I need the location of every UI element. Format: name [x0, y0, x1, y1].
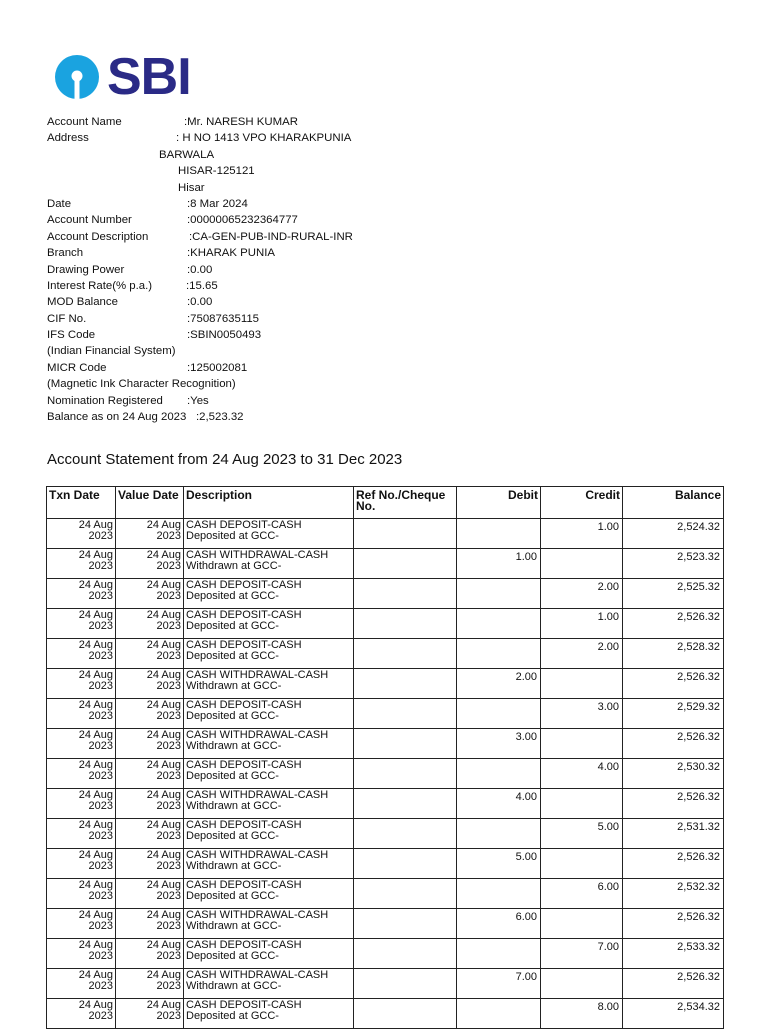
value-date-cell [116, 999, 184, 1029]
account-detail-label: Account Description [47, 230, 149, 243]
account-detail-value: HISAR-125121 [178, 165, 255, 178]
txn-date-cell-line: 24 Aug [78, 819, 113, 831]
ref-no-cell [354, 699, 457, 729]
ref-no-cell [354, 909, 457, 939]
txn-date-cell [47, 549, 116, 579]
balance-cell: 2,526.32 [623, 849, 724, 879]
credit-cell [541, 789, 623, 819]
sbi-logo-icon [55, 55, 99, 99]
account-detail-label: Date [47, 197, 72, 210]
txn-date-cell-line: 2023 [88, 799, 113, 812]
description-cell-line: CASH WITHDRAWAL-CASH [186, 789, 329, 801]
account-detail-value: :Yes [187, 394, 209, 407]
txn-date-cell-line: 24 Aug [78, 579, 113, 591]
balance-cell: 2,529.32 [623, 699, 724, 729]
txn-date-cell [47, 879, 116, 909]
credit-cell: 2.00 [541, 639, 623, 669]
txn-date-cell-line: 2023 [88, 919, 113, 932]
description-cell [184, 729, 354, 759]
description-cell-line: Withdrawn at GCC- [186, 859, 282, 872]
txn-date-cell-line: 24 Aug [78, 609, 113, 621]
description-cell-line: Withdrawn at GCC- [186, 679, 282, 692]
value-date-cell-line: 2023 [156, 769, 181, 782]
description-cell-line: CASH DEPOSIT-CASH [186, 639, 302, 651]
value-date-cell-line: 24 Aug [146, 939, 181, 951]
account-detail-label: MOD Balance [47, 296, 118, 309]
value-date-cell [116, 879, 184, 909]
txn-date-cell-line: 24 Aug [78, 789, 113, 801]
txn-date-cell [47, 819, 116, 849]
txn-date-cell-line: 24 Aug [78, 669, 113, 681]
value-date-cell [116, 609, 184, 639]
debit-cell [457, 699, 541, 729]
account-detail-label: IFS Code [47, 329, 96, 342]
ref-no-cell [354, 579, 457, 609]
account-detail-label: Nomination Registered [47, 394, 163, 407]
balance-cell: 2,526.32 [623, 609, 724, 639]
value-date-cell-line: 2023 [156, 889, 181, 902]
txn-date-cell-line: 24 Aug [78, 999, 113, 1011]
description-cell-line: Deposited at GCC- [186, 1009, 279, 1022]
txn-date-cell-line: 2023 [88, 529, 113, 542]
value-date-cell-line: 2023 [156, 649, 181, 662]
description-cell [184, 699, 354, 729]
description-cell-line: CASH DEPOSIT-CASH [186, 999, 302, 1011]
value-date-cell [116, 579, 184, 609]
txn-date-cell [47, 939, 116, 969]
account-detail-value: :CA-GEN-PUB-IND-RURAL-INR [189, 230, 353, 243]
value-date-cell-line: 24 Aug [146, 999, 181, 1011]
description-cell [184, 939, 354, 969]
value-date-cell [116, 969, 184, 999]
value-date-cell-line: 2023 [156, 619, 181, 632]
credit-cell: 8.00 [541, 999, 623, 1029]
table-row [47, 669, 724, 699]
value-date-cell-line: 24 Aug [146, 969, 181, 981]
credit-cell: 6.00 [541, 879, 623, 909]
debit-cell: 6.00 [457, 909, 541, 939]
value-date-cell [116, 849, 184, 879]
balance-cell: 2,523.32 [623, 549, 724, 579]
txn-date-cell [47, 579, 116, 609]
txn-date-cell-line: 2023 [88, 709, 113, 722]
table-row [47, 579, 724, 609]
account-detail-value: BARWALA [159, 148, 215, 161]
debit-cell [457, 639, 541, 669]
value-date-cell-line: 24 Aug [146, 819, 181, 831]
debit-cell [457, 819, 541, 849]
table-row [47, 549, 724, 579]
value-date-cell-line: 2023 [156, 859, 181, 872]
description-cell-line: Withdrawn at GCC- [186, 919, 282, 932]
col-ref-no: Ref No./Cheque No. [354, 487, 457, 519]
account-detail-label: MICR Code [47, 361, 107, 374]
ref-no-cell [354, 549, 457, 579]
txn-date-cell [47, 849, 116, 879]
account-detail-label: (Indian Financial System) [47, 345, 176, 358]
description-cell-line: CASH WITHDRAWAL-CASH [186, 669, 329, 681]
col-credit: Credit [541, 487, 623, 519]
description-cell-line: Deposited at GCC- [186, 769, 279, 782]
ref-no-cell [354, 759, 457, 789]
balance-cell: 2,530.32 [623, 759, 724, 789]
debit-cell [457, 999, 541, 1029]
value-date-cell-line: 2023 [156, 529, 181, 542]
txn-date-cell [47, 759, 116, 789]
description-cell [184, 909, 354, 939]
col-value-date: Value Date [116, 487, 184, 519]
description-cell-line: CASH DEPOSIT-CASH [186, 819, 302, 831]
debit-cell: 1.00 [457, 549, 541, 579]
description-cell-line: Deposited at GCC- [186, 949, 279, 962]
value-date-cell-line: 2023 [156, 829, 181, 842]
table-row [47, 789, 724, 819]
account-detail-value: :2,523.32 [196, 411, 244, 424]
txn-date-cell-line: 2023 [88, 619, 113, 632]
account-detail-value: :SBIN0050493 [187, 329, 262, 342]
description-cell-line: Withdrawn at GCC- [186, 799, 282, 812]
ref-no-cell [354, 999, 457, 1029]
txn-date-cell [47, 609, 116, 639]
table-row [47, 969, 724, 999]
table-row [47, 999, 724, 1029]
txn-date-cell-line: 2023 [88, 1009, 113, 1022]
description-cell [184, 579, 354, 609]
description-cell-line: Withdrawn at GCC- [186, 559, 282, 572]
col-debit: Debit [457, 487, 541, 519]
txn-date-cell-line: 2023 [88, 949, 113, 962]
table-row [47, 879, 724, 909]
description-cell-line: CASH DEPOSIT-CASH [186, 579, 302, 591]
value-date-cell-line: 2023 [156, 709, 181, 722]
account-detail-value: :00000065232364777 [187, 214, 298, 227]
description-cell [184, 879, 354, 909]
txn-date-cell-line: 24 Aug [78, 639, 113, 651]
ref-no-cell [354, 819, 457, 849]
value-date-cell-line: 2023 [156, 949, 181, 962]
account-detail-label: Branch [47, 247, 84, 260]
txn-date-cell-line: 2023 [88, 649, 113, 662]
value-date-cell-line: 24 Aug [146, 909, 181, 921]
description-cell-line: CASH DEPOSIT-CASH [186, 519, 302, 531]
description-cell [184, 669, 354, 699]
credit-cell: 1.00 [541, 609, 623, 639]
value-date-cell [116, 909, 184, 939]
description-cell [184, 549, 354, 579]
table-row [47, 819, 724, 849]
description-cell [184, 969, 354, 999]
description-cell [184, 519, 354, 549]
description-cell-line: Deposited at GCC- [186, 529, 279, 542]
txn-date-cell [47, 909, 116, 939]
account-detail-label: Account Number [47, 214, 132, 227]
balance-cell: 2,534.32 [623, 999, 724, 1029]
credit-cell [541, 969, 623, 999]
value-date-cell [116, 519, 184, 549]
account-detail-value: Hisar [178, 181, 205, 194]
account-detail-value: :Mr. NARESH KUMAR [184, 116, 298, 128]
balance-cell: 2,531.32 [623, 819, 724, 849]
account-detail-value: :75087635115 [187, 312, 260, 325]
description-cell-line: Deposited at GCC- [186, 889, 279, 902]
value-date-cell [116, 789, 184, 819]
ref-no-cell [354, 849, 457, 879]
credit-cell [541, 549, 623, 579]
description-cell-line: CASH DEPOSIT-CASH [186, 759, 302, 771]
description-cell-line: Deposited at GCC- [186, 589, 279, 602]
value-date-cell-line: 2023 [156, 559, 181, 572]
debit-cell [457, 939, 541, 969]
value-date-cell-line: 24 Aug [146, 639, 181, 651]
account-detail-value: :15.65 [186, 279, 218, 292]
value-date-cell-line: 24 Aug [146, 699, 181, 711]
txn-date-cell-line: 24 Aug [78, 849, 113, 861]
description-cell-line: Withdrawn at GCC- [186, 979, 282, 992]
description-cell-line: CASH DEPOSIT-CASH [186, 879, 302, 891]
table-row [47, 639, 724, 669]
credit-cell: 5.00 [541, 819, 623, 849]
value-date-cell-line: 2023 [156, 739, 181, 752]
txn-date-cell-line: 24 Aug [78, 879, 113, 891]
sbi-logo-text: SBI [107, 48, 191, 106]
col-balance: Balance [623, 487, 724, 519]
value-date-cell [116, 759, 184, 789]
ref-no-cell [354, 939, 457, 969]
value-date-cell [116, 639, 184, 669]
account-detail-value: :125002081 [187, 361, 248, 374]
table-row [47, 909, 724, 939]
description-cell-line: CASH DEPOSIT-CASH [186, 699, 302, 711]
description-cell [184, 999, 354, 1029]
value-date-cell-line: 24 Aug [146, 579, 181, 591]
value-date-cell [116, 819, 184, 849]
account-detail-label: Account Name [47, 116, 122, 128]
credit-cell: 3.00 [541, 699, 623, 729]
txn-date-cell-line: 24 Aug [78, 969, 113, 981]
debit-cell: 5.00 [457, 849, 541, 879]
table-row [47, 939, 724, 969]
txn-date-cell-line: 2023 [88, 769, 113, 782]
value-date-cell-line: 24 Aug [146, 609, 181, 621]
description-cell [184, 609, 354, 639]
description-cell-line: CASH WITHDRAWAL-CASH [186, 549, 329, 561]
debit-cell [457, 759, 541, 789]
txn-date-cell [47, 789, 116, 819]
balance-cell: 2,524.32 [623, 519, 724, 549]
description-cell-line: Deposited at GCC- [186, 829, 279, 842]
balance-cell: 2,528.32 [623, 639, 724, 669]
credit-cell [541, 729, 623, 759]
ref-no-cell [354, 969, 457, 999]
balance-cell: 2,526.32 [623, 789, 724, 819]
txn-date-cell-line: 2023 [88, 859, 113, 872]
description-cell-line: Deposited at GCC- [186, 619, 279, 632]
balance-cell: 2,526.32 [623, 969, 724, 999]
debit-cell: 3.00 [457, 729, 541, 759]
value-date-cell [116, 699, 184, 729]
account-detail-value: :0.00 [187, 263, 213, 276]
txn-date-cell-line: 24 Aug [78, 699, 113, 711]
debit-cell [457, 609, 541, 639]
value-date-cell-line: 2023 [156, 1009, 181, 1022]
txn-date-cell-line: 24 Aug [78, 519, 113, 531]
value-date-cell [116, 729, 184, 759]
description-cell [184, 849, 354, 879]
account-detail-label: CIF No. [47, 312, 87, 325]
txn-date-cell-line: 24 Aug [78, 939, 113, 951]
txn-date-cell [47, 639, 116, 669]
txn-date-cell-line: 24 Aug [78, 729, 113, 741]
value-date-cell [116, 669, 184, 699]
ref-no-cell [354, 729, 457, 759]
description-cell-line: CASH WITHDRAWAL-CASH [186, 969, 329, 981]
description-cell [184, 639, 354, 669]
balance-cell: 2,525.32 [623, 579, 724, 609]
txn-date-cell [47, 669, 116, 699]
credit-cell: 4.00 [541, 759, 623, 789]
balance-cell: 2,526.32 [623, 909, 724, 939]
description-cell-line: CASH WITHDRAWAL-CASH [186, 849, 329, 861]
debit-cell: 7.00 [457, 969, 541, 999]
value-date-cell-line: 24 Aug [146, 789, 181, 801]
description-cell [184, 819, 354, 849]
account-detail-label: Address [47, 132, 89, 145]
table-row [47, 609, 724, 639]
debit-cell [457, 579, 541, 609]
ref-no-cell [354, 609, 457, 639]
table-header-row [47, 487, 724, 519]
value-date-cell-line: 24 Aug [146, 549, 181, 561]
debit-cell: 2.00 [457, 669, 541, 699]
value-date-cell-line: 24 Aug [146, 729, 181, 741]
value-date-cell-line: 2023 [156, 589, 181, 602]
transactions-table [46, 486, 724, 1029]
credit-cell: 1.00 [541, 519, 623, 549]
statement-title: Account Statement from 24 Aug 2023 to 31 Dec 2023 [47, 451, 403, 468]
credit-cell [541, 909, 623, 939]
credit-cell: 7.00 [541, 939, 623, 969]
account-detail-label: Interest Rate(% p.a.) [47, 279, 153, 292]
col-txn-date: Txn Date [47, 487, 116, 519]
table-row [47, 849, 724, 879]
description-cell [184, 759, 354, 789]
txn-date-cell-line: 24 Aug [78, 549, 113, 561]
debit-cell: 4.00 [457, 789, 541, 819]
txn-date-cell-line: 2023 [88, 739, 113, 752]
balance-cell: 2,526.32 [623, 669, 724, 699]
value-date-cell-line: 24 Aug [146, 519, 181, 531]
description-cell-line: CASH DEPOSIT-CASH [186, 609, 302, 621]
txn-date-cell-line: 2023 [88, 589, 113, 602]
value-date-cell-line: 24 Aug [146, 669, 181, 681]
description-cell [184, 789, 354, 819]
txn-date-cell [47, 999, 116, 1029]
account-detail-value: :8 Mar 2024 [187, 197, 248, 210]
table-row [47, 759, 724, 789]
debit-cell [457, 519, 541, 549]
txn-date-cell-line: 2023 [88, 829, 113, 842]
txn-date-cell [47, 519, 116, 549]
ref-no-cell [354, 639, 457, 669]
txn-date-cell-line: 2023 [88, 889, 113, 902]
ref-no-cell [354, 879, 457, 909]
description-cell-line: Withdrawn at GCC- [186, 739, 282, 752]
balance-cell: 2,532.32 [623, 879, 724, 909]
balance-cell: 2,526.32 [623, 729, 724, 759]
description-cell-line: Deposited at GCC- [186, 709, 279, 722]
table-row [47, 729, 724, 759]
txn-date-cell-line: 2023 [88, 559, 113, 572]
txn-date-cell-line: 2023 [88, 679, 113, 692]
account-detail-label: Balance as on 24 Aug 2023 [47, 411, 187, 424]
credit-cell [541, 669, 623, 699]
credit-cell [541, 849, 623, 879]
debit-cell [457, 879, 541, 909]
account-detail-value: :0.00 [187, 296, 213, 309]
value-date-cell-line: 2023 [156, 799, 181, 812]
txn-date-cell-line: 24 Aug [78, 909, 113, 921]
txn-date-cell-line: 2023 [88, 979, 113, 992]
ref-no-cell [354, 669, 457, 699]
account-detail-label: (Magnetic Ink Character Recognition) [47, 378, 236, 391]
txn-date-cell [47, 699, 116, 729]
value-date-cell-line: 24 Aug [146, 849, 181, 861]
txn-date-cell [47, 969, 116, 999]
balance-cell: 2,533.32 [623, 939, 724, 969]
txn-date-cell [47, 729, 116, 759]
description-cell-line: CASH DEPOSIT-CASH [186, 939, 302, 951]
value-date-cell-line: 2023 [156, 979, 181, 992]
value-date-cell-line: 24 Aug [146, 759, 181, 771]
credit-cell: 2.00 [541, 579, 623, 609]
sbi-logo [55, 48, 191, 106]
table-row [47, 519, 724, 549]
description-cell-line: CASH WITHDRAWAL-CASH [186, 909, 329, 921]
value-date-cell-line: 24 Aug [146, 879, 181, 891]
account-detail-value: :KHARAK PUNIA [187, 247, 275, 260]
value-date-cell [116, 549, 184, 579]
description-cell-line: Deposited at GCC- [186, 649, 279, 662]
description-cell-line: CASH WITHDRAWAL-CASH [186, 729, 329, 741]
txn-date-cell-line: 24 Aug [78, 759, 113, 771]
value-date-cell-line: 2023 [156, 679, 181, 692]
ref-no-cell [354, 789, 457, 819]
table-row [47, 699, 724, 729]
col-description: Description [184, 487, 354, 519]
account-detail-label: Drawing Power [47, 263, 125, 276]
ref-no-cell [354, 519, 457, 549]
value-date-cell [116, 939, 184, 969]
account-detail-value: : H NO 1413 VPO KHARAKPUNIA [176, 132, 352, 145]
value-date-cell-line: 2023 [156, 919, 181, 932]
